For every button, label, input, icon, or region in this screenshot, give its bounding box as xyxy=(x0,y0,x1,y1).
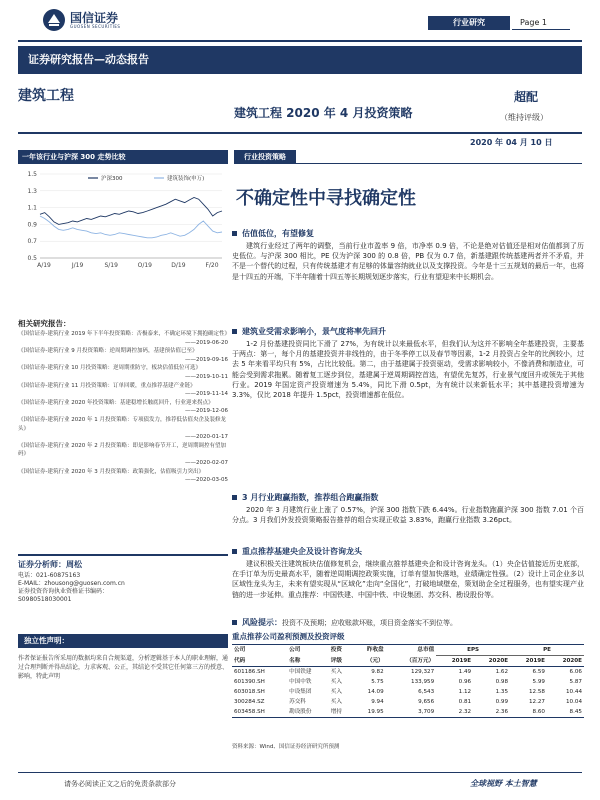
table-header-cell: 总市值 xyxy=(386,645,437,656)
table-cell: 勘设股份 xyxy=(287,707,329,718)
related-report-text: 《国信证券-建筑行业 2020 年投资策略：基建稳增长触底回升，行业迎来拐点》 xyxy=(18,399,214,406)
legend-label: 建筑装饰(申万) xyxy=(167,176,205,182)
table-cell: 133,959 xyxy=(411,679,435,685)
table-cell: 12.58 xyxy=(528,689,545,695)
table-header-cell: 公司 xyxy=(232,645,287,656)
section-heading: 重点推荐基建央企及设计咨询龙头 xyxy=(232,546,584,557)
y-tick-label: 0.5 xyxy=(27,255,37,262)
series-line-0 xyxy=(40,198,222,225)
related-report-text: 《国信证券-建筑行业 2020 年 1 月投资策略：专项债发力，推荐低估值央企及装修龙头》 xyxy=(18,416,226,432)
table-cell: 601390.SH xyxy=(234,679,265,685)
y-tick-label: 1.1 xyxy=(27,204,37,212)
related-report-text: 《国信证券-建筑行业 11 月投资策略：订单回暖，重点推荐基建产业链》 xyxy=(18,382,196,389)
x-tick-label: F/20 xyxy=(205,262,219,269)
table-cell: 6.59 xyxy=(532,669,545,675)
rating: 超配 xyxy=(514,90,539,104)
table-cell: 10.04 xyxy=(565,699,582,705)
logo-text: 国信证券 xyxy=(70,11,119,25)
table-row xyxy=(232,667,584,678)
series-line-1 xyxy=(40,216,222,238)
table-cell: 129,327 xyxy=(411,669,435,675)
analyst-cert-label: 证券投资咨询执业资格证书编码： xyxy=(18,588,109,595)
x-tick-label: S/19 xyxy=(104,262,118,269)
table-cell: 中国中铁 xyxy=(289,679,312,685)
related-report-text: 《国信证券-建筑行业 2019 年下半年投资策略：否极泰来，不确定环境下拥抱确定性》 xyxy=(18,331,230,337)
x-tick-label: D/19 xyxy=(171,262,186,269)
table-cell: 苏交科 xyxy=(289,699,306,705)
x-tick-label: J/19 xyxy=(71,262,84,269)
section-heading: 估值低位，有望修复 xyxy=(232,228,584,239)
related-report-text: 《国信证券-建筑行业 10 月投资策略：逆周期重防守，板块估值低位可选》 xyxy=(18,365,201,372)
analyst-box xyxy=(18,554,228,604)
table-cell: 2.32 xyxy=(436,707,473,718)
analyst-cert: S0980518030001 xyxy=(18,596,72,603)
table-cell: 0.96 xyxy=(458,679,472,685)
table-cell: 3,709 xyxy=(386,707,437,718)
table-subheader-cell: 2019E xyxy=(510,656,547,667)
section-body: 1-2 月份基建投资同比下滑了 27%，为有统计以来最低水平，但我们认为这并不影响全年基建投资，主要基于两点：第一，每个月的基建投资并非线性的，由于冬季停工以及春节等因素，1-2 月投资占全年的比例较小，过去 5 年来看平均只有 5%，占比比较低。第二，由于基建属于投资驱动，受需求影响较小，不像消费和制造业，可能会受到需求拖累。随着复工逐步到位，基建属于逆周期调控首选，有望优先复苏，行业景气度回升或领先于其他行业。2019 年国定资产投资增速为 5.4%，同比下滑 0.5pt，为有统计以来新低水平；其中基建投资增速为 3.3%，仅比 2018 年提升 1.5pct，投资增速都在低位。 xyxy=(232,340,584,400)
header-divider xyxy=(18,40,582,42)
section-recommendation xyxy=(232,546,584,600)
y-tick-label: 0.7 xyxy=(27,238,37,246)
section-body: 2020 年 3 月建筑行业上涨了 0.57%，沪深 300 指数下跌 6.44%。行业指数跑赢沪深 300 指数 7.01 个百分点。3 月我们外发投资策略报告推荐的组合实现正收益 3.83%，跑赢行业指数 3.26pct。 xyxy=(232,506,584,525)
related-report-date: ——2019-12-06 xyxy=(185,408,228,415)
table-subheader-cell: （百万元） xyxy=(386,656,437,667)
related-report-date: ——2020-01-17 xyxy=(185,434,228,441)
related-report-text: 《国信证券-建筑行业 9 月投资策略：逆周期调控加码，基建预估值已至》 xyxy=(18,348,198,355)
bullet-square-icon xyxy=(232,495,237,500)
table-subheader-cell: 2019E xyxy=(436,656,473,667)
x-tick-label: A/19 xyxy=(37,262,51,269)
independence-text: 作者保证报告所采用的数据均来自合规渠道，分析逻辑基于本人的职业理解，通过合理判断并得出结论，力求客观、公正，其结论不受其它任何第三方的授意、影响，特此声明 xyxy=(18,655,229,680)
section-tag: 行业投资策略 xyxy=(234,150,296,164)
table-cell: 9,656 xyxy=(418,699,435,705)
table-cell: 买入 xyxy=(330,679,342,685)
table-cell: 0.81 xyxy=(458,699,472,705)
related-report-date: ——2020-03-05 xyxy=(185,477,228,484)
table-header-pe: PE xyxy=(510,645,584,656)
related-report-item xyxy=(18,382,228,399)
table-row xyxy=(232,697,584,707)
table-subheader-cell: 代码 xyxy=(232,656,287,667)
report-title: 建筑工程 2020 年 4 月投资策略 xyxy=(234,106,413,120)
section-body: 建议积极关注建筑板块估值修复机会，继续重点推荐基建央企和设计咨询龙头。（1）央企估值接近历史底部，在手订单为历史最高水平，随着逆周期调控政策实施，订单有望加快落地，业绩确定性强。（2）设计上司企业多以区域性龙头为主，未来有望实现从“区域化”走向“全国化”，打破地域壁垒，策划助企全过程服务，也有望实现产业链的进一步延伸。重点推荐：中国铁建、中国中铁、中设集团、苏交科、勘设股份等。 xyxy=(232,560,584,599)
analyst-email: E-MAIL：zhousong@guosen.com.cn xyxy=(18,580,125,587)
legend-label: 沪深300 xyxy=(101,176,123,182)
related-report-text: 《国信证券-建筑行业 2020 年 3 月投资策略：政策强化，估值吸引力突出》 xyxy=(18,468,204,475)
headline: 不确定性中寻找确定性 xyxy=(236,188,416,209)
bullet-square-icon xyxy=(232,231,237,236)
table-subheader-cell: （元） xyxy=(353,656,386,667)
forecast-table xyxy=(232,644,584,718)
x-tick-label: O/19 xyxy=(137,262,152,269)
related-reports-title: 相关研究报告： xyxy=(18,319,71,328)
table-title: 重点推荐公司盈利预测及投资评级 xyxy=(232,632,345,641)
table-row xyxy=(232,687,584,697)
table-cell: 1.12 xyxy=(458,689,472,695)
table-row xyxy=(232,677,584,687)
risk-warning xyxy=(232,617,584,628)
section-heading: 3 月行业跑赢指数，推荐组合跑赢指数 xyxy=(232,492,584,503)
footer-divider xyxy=(18,772,582,773)
table-cell: 300284.SZ xyxy=(234,699,265,705)
independence-heading: 独立性声明： xyxy=(18,634,228,648)
table-header-cell: 公司 xyxy=(287,645,329,656)
table-cell: 9.94 xyxy=(371,699,384,705)
logo-subtitle: GUOSEN SECURITIES xyxy=(70,24,121,29)
table-cell: 1.49 xyxy=(458,669,472,675)
table-cell: 买入 xyxy=(330,689,342,695)
table-cell: 5.99 xyxy=(532,679,545,685)
risk-heading: 风险提示： xyxy=(242,618,282,627)
related-reports-list xyxy=(18,330,228,485)
table-subheader-cell: 2020E xyxy=(473,656,510,667)
table-header-eps: EPS xyxy=(436,645,510,656)
report-date: 2020 年 04 月 10 日 xyxy=(470,138,553,147)
related-report-date: ——2019-06-20 xyxy=(185,339,228,346)
table-cell: 601186.SH xyxy=(234,669,265,675)
table-cell: 14.09 xyxy=(367,689,384,695)
table-cell: 6,543 xyxy=(418,689,435,695)
related-report-item xyxy=(18,468,228,485)
section-demand xyxy=(232,326,584,400)
table-cell: 6.06 xyxy=(569,669,582,675)
table-cell: 1.35 xyxy=(495,689,509,695)
table-cell: 9.82 xyxy=(371,669,384,675)
y-tick-label: 0.9 xyxy=(27,221,37,229)
related-report-item xyxy=(18,399,228,416)
related-report-date: ——2019-09-16 xyxy=(185,356,228,363)
y-tick-label: 1.3 xyxy=(27,187,37,195)
table-header-cell: 投资 xyxy=(329,645,353,656)
footer-slogan: 全球视野 本土智慧 xyxy=(470,779,537,788)
table-subheader-cell: 2020E xyxy=(547,656,584,667)
related-report-date: ——2019-10-11 xyxy=(185,373,228,380)
related-report-item xyxy=(18,347,228,364)
table-row xyxy=(232,707,584,718)
related-report-text: 《国信证券-建筑行业 2020 年 2 月投资策略：即是影响春节开工，逆周期调控有望加码》 xyxy=(18,442,226,458)
section-performance xyxy=(232,492,584,525)
trend-chart xyxy=(18,166,228,272)
y-tick-label: 1.5 xyxy=(27,171,37,178)
table-cell: 603458.SH xyxy=(232,707,287,718)
analyst-phone: 电话：021-60875163 xyxy=(18,572,81,579)
sector-name: 建筑工程 xyxy=(18,88,74,104)
footer-disclaimer-note: 请务必阅读正文之后的免责条款部分 xyxy=(64,780,176,788)
table-cell: 0.99 xyxy=(495,699,509,705)
related-report-date: ——2019-11-14 xyxy=(185,391,228,398)
table-cell: 中国铁建 xyxy=(289,669,312,675)
bullet-square-icon xyxy=(232,620,237,625)
table-cell: 5.87 xyxy=(569,679,582,685)
table-cell: 2.36 xyxy=(473,707,510,718)
related-report-date: ——2020-02-07 xyxy=(185,459,228,466)
table-cell: 12.27 xyxy=(528,699,545,705)
section-divider xyxy=(296,163,582,164)
table-cell: 增持 xyxy=(329,707,353,718)
related-report-item xyxy=(18,442,228,468)
chart-heading: 一年该行业与沪深 300 走势比较 xyxy=(18,150,228,164)
table-cell: 8.60 xyxy=(510,707,547,718)
table-subheader-cell: 名称 xyxy=(287,656,329,667)
bullet-square-icon xyxy=(232,549,237,554)
table-cell: 买入 xyxy=(330,669,342,675)
analyst-contact xyxy=(18,572,228,604)
table-cell: 中设集团 xyxy=(289,689,312,695)
table-source: 资料来源：Wind、国信证券经济研究所预测 xyxy=(232,744,340,750)
table-cell: 1.62 xyxy=(495,669,509,675)
risk-text: 投资不及预期；应收账款坏账，项目资金落实不到位等。 xyxy=(282,619,457,627)
title-divider xyxy=(18,132,582,134)
page-number: Page 1 xyxy=(512,16,570,30)
bullet-square-icon xyxy=(232,329,237,334)
rating-maintained: （维持评级） xyxy=(500,113,548,122)
table-header-cell: 昨收盘 xyxy=(353,645,386,656)
table-cell: 19.95 xyxy=(353,707,386,718)
section-body: 建筑行业经过了两年的调整，当前行业市盈率 9 倍，市净率 0.9 倍，不论是绝对估值还是相对估值都到了历史低位。与沪深 300 相比，PE 仅为沪深 300 的 0.8 倍，PB 仅为 0.7 倍，新基建跟传统基建两者并不矛盾，并不是一个替代的过程，只有传统基建才有足够的体量容纳就业以及支撑投资。今年是十三五规划的最后一年，也将是十四五的开端，下半年随着十四五等长期规划逐步落实，行业有望迎来中长期机会。 xyxy=(232,242,584,281)
report-series-banner: 证券研究报告—动态报告 xyxy=(18,46,582,74)
table-cell: 603018.SH xyxy=(234,689,265,695)
logo-mark xyxy=(42,8,66,32)
related-report-item xyxy=(18,330,228,347)
analyst-name: 证券分析师：周松 xyxy=(18,554,228,570)
related-report-item xyxy=(18,416,228,442)
report-type-tag: 行业研究 xyxy=(428,16,510,30)
related-report-item xyxy=(18,364,228,381)
table-cell: 8.45 xyxy=(547,707,584,718)
table-cell: 5.75 xyxy=(371,679,384,685)
section-heading: 建筑业受需求影响小，景气度将率先回升 xyxy=(232,326,584,337)
table-subheader-cell: 评级 xyxy=(329,656,353,667)
table-cell: 10.44 xyxy=(565,689,582,695)
table-cell: 0.98 xyxy=(495,679,509,685)
table-cell: 买入 xyxy=(330,699,342,705)
section-valuation xyxy=(232,228,584,282)
